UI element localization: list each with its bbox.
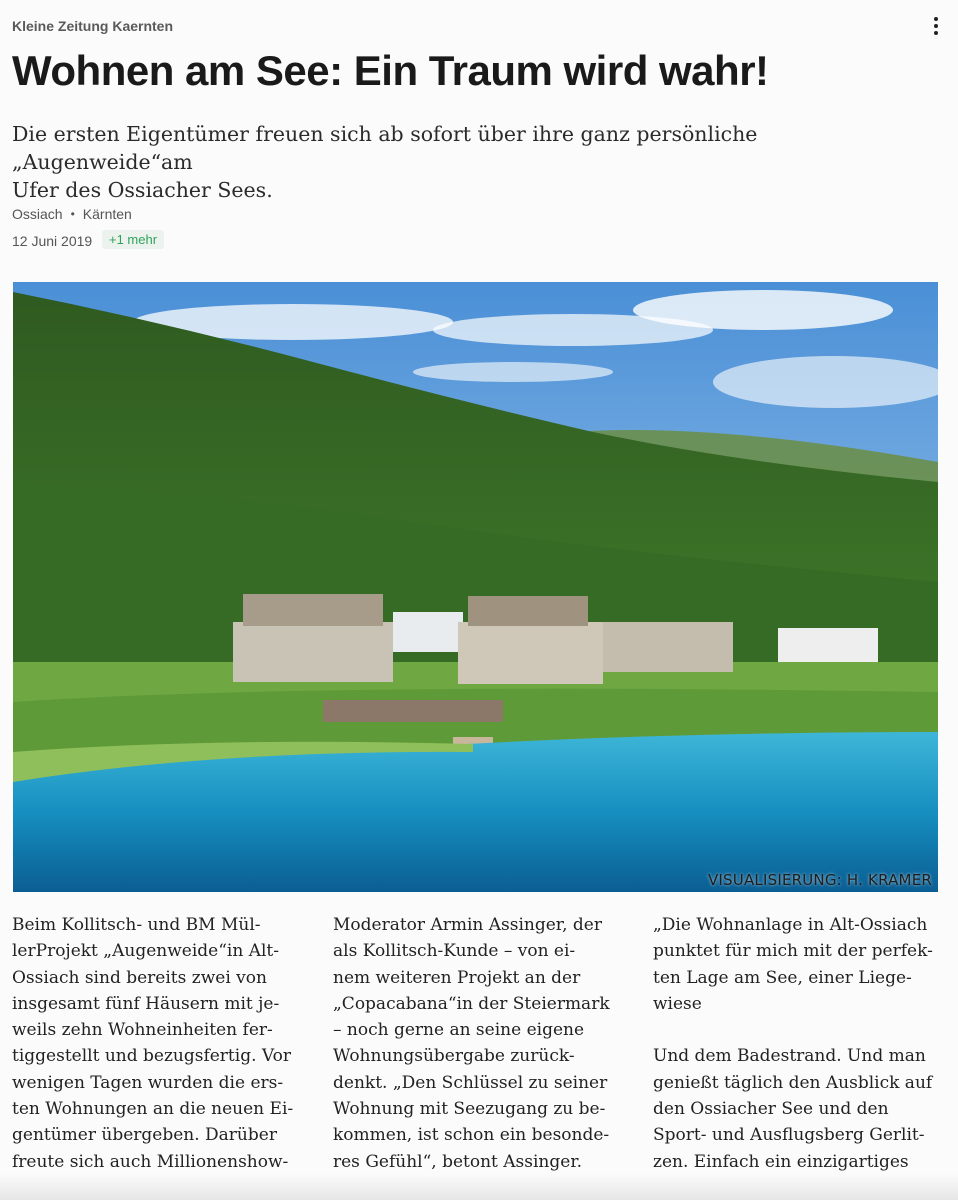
body-line: wiese [653, 993, 702, 1014]
body-line: punktet für mich mit der perfek- [653, 941, 933, 962]
article-image[interactable] [13, 282, 938, 892]
publisher-name[interactable]: Kleine Zeitung Kaernten [12, 18, 174, 34]
location-region: Kärnten [82, 206, 132, 222]
body-line: nem weiteren Projekt an der [333, 967, 581, 988]
deck-line: Die ersten Eigentümer freuen sich ab sofort über ihre ganz persönliche „Augenweide“am [12, 122, 758, 174]
article-deck [12, 120, 942, 204]
body-column-2 [333, 912, 633, 1175]
body-line: lerProjekt „Augenweide“in Alt- [12, 941, 279, 962]
body-line: zen. Einfach ein einzigartiges [653, 1151, 909, 1172]
body-line: Wohnung mit Seezugang zu be- [333, 1099, 606, 1120]
body-line: ten Lage am See, einer Liege- [653, 967, 912, 988]
body-line: Sport- und Ausflugsberg Gerlit- [653, 1125, 925, 1146]
body-line: – noch gerne an seine eigene [333, 1020, 585, 1041]
body-line: denkt. „Den Schlüssel zu seiner [333, 1072, 608, 1093]
meta-separator: • [70, 207, 75, 221]
body-line: Moderator Armin Assinger, der [333, 915, 602, 935]
body-line: wenigen Tagen wurden die ers- [12, 1072, 284, 1093]
body-line: „Die Wohnanlage in Alt-Ossiach [653, 915, 928, 935]
article-date: 12 Juni 2019 [12, 233, 93, 249]
body-line: als Kollitsch-Kunde – von ei- [333, 941, 576, 962]
more-vertical-icon [934, 17, 938, 21]
lake-resort-illustration [13, 282, 938, 892]
body-line: freute sich auch Millionenshow- [12, 1151, 289, 1172]
body-line: insgesamt fünf Häusern mit je- [12, 993, 280, 1014]
body-line: Und dem Badestrand. Und man [653, 1046, 926, 1067]
body-line: weils zehn Wohneinheiten fer- [12, 1020, 273, 1041]
body-line: gentümer übergeben. Darüber [12, 1125, 277, 1146]
body-line: Beim Kollitsch- und BM Mül- [12, 915, 261, 935]
body-line: Ossiach sind bereits zwei von [12, 967, 267, 988]
image-credit: VISUALISIERUNG: H. KRAMER [707, 871, 932, 889]
body-column-3 [653, 912, 953, 1175]
body-line: kommen, ist schon ein besonde- [333, 1125, 610, 1146]
body-line: „Copacabana“in der Steiermark [333, 993, 610, 1014]
paragraph-gap [653, 1017, 953, 1043]
bottom-fade [0, 1174, 958, 1200]
body-line: Wohnungsübergabe zurück- [333, 1046, 575, 1067]
body-column-1 [12, 912, 312, 1175]
more-tags-button[interactable]: +1 mehr [102, 230, 164, 249]
body-line: den Ossiacher See und den [653, 1099, 889, 1120]
more-options-button[interactable] [928, 14, 944, 38]
body-line: tiggestellt und bezugsfertig. Vor [12, 1046, 291, 1067]
article-headline: Wohnen am See: Ein Traum wird wahr! [12, 47, 769, 94]
body-line: res Gefühl“, betont Assinger. [333, 1151, 582, 1172]
body-line: ten Wohnungen an die neuen Ei- [12, 1099, 294, 1120]
deck-line: Ufer des Ossiacher Sees. [12, 178, 273, 202]
location-city: Ossiach [12, 206, 63, 222]
body-line: genießt täglich den Ausblick auf [653, 1072, 933, 1093]
article-location [12, 206, 132, 222]
